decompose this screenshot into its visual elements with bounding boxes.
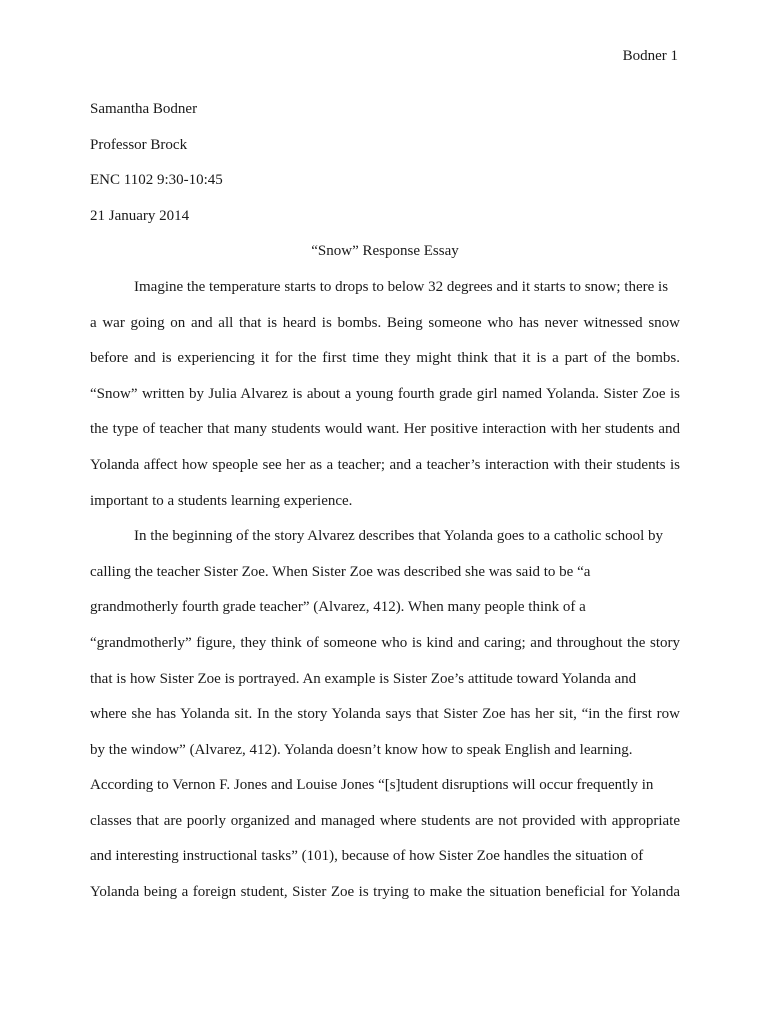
paragraph-2-line-7: by the window” (Alvarez, 412). Yolanda doesn’t know how to speak English and learning.: [90, 741, 633, 758]
essay-body: [90, 92, 680, 911]
paragraph-2-line-10: and interesting instructional tasks” (101), because of how Sister Zoe handles the situation of: [90, 848, 644, 865]
paragraph-2-line-8: According to Vernon F. Jones and Louise Jones “[s]tudent disruptions will occur frequently in: [90, 777, 654, 794]
paragraph-2-line-9: classes that are poorly organized and managed where students are not provided with appropriate: [90, 812, 680, 829]
paragraph-2-line-4: “grandmotherly” figure, they think of someone who is kind and caring; and throughout the story: [90, 634, 680, 651]
paragraph-1-line-1: Imagine the temperature starts to drops to below 32 degrees and it starts to snow; there is: [134, 278, 669, 295]
author-name: Samantha Bodner: [90, 101, 198, 117]
paragraph-1-line-5: the type of teacher that many students would want. Her positive interaction with her students and: [90, 421, 680, 438]
paragraph-2-line-6: where she has Yolanda sit. In the story Yolanda says that Sister Zoe has her sit, “in the first row: [90, 706, 680, 723]
paragraph-1-line-6: Yolanda affect how speople see her as a teacher; and a teacher’s interaction with their students is: [90, 456, 680, 473]
paragraph-2-line-1: In the beginning of the story Alvarez describes that Yolanda goes to a catholic school by: [134, 528, 664, 545]
paragraph-1-line-4: “Snow” written by Julia Alvarez is about a young fourth grade girl named Yolanda. Sister Zoe is: [90, 385, 680, 402]
professor-name: Professor Brock: [90, 136, 188, 153]
course-info: ENC 1102 9:30-10:45: [90, 172, 223, 189]
paragraph-1-line-3: before and is experiencing it for the first time they might think that it is a part of the bombs.: [90, 350, 680, 367]
essay-title: “Snow” Response Essay: [311, 243, 459, 260]
paragraph-2-line-2: calling the teacher Sister Zoe. When Sister Zoe was described she was said to be “a: [90, 563, 591, 580]
paragraph-2-line-3: grandmotherly fourth grade teacher” (Alvarez, 412). When many people think of a: [90, 599, 586, 616]
running-head: Bodner 1: [622, 48, 678, 64]
paragraph-2-line-5: that is how Sister Zoe is portrayed. An example is Sister Zoe’s attitude toward Yolanda and: [90, 670, 637, 687]
paragraph-2-line-11: Yolanda being a foreign student, Sister Zoe is trying to make the situation beneficial for Yolanda: [90, 884, 680, 901]
essay-date: 21 January 2014: [90, 207, 190, 224]
paragraph-1-line-7: important to a students learning experience.: [90, 492, 353, 509]
paragraph-1-line-2: a war going on and all that is heard is bombs. Being someone who has never witnessed snow: [90, 314, 680, 331]
